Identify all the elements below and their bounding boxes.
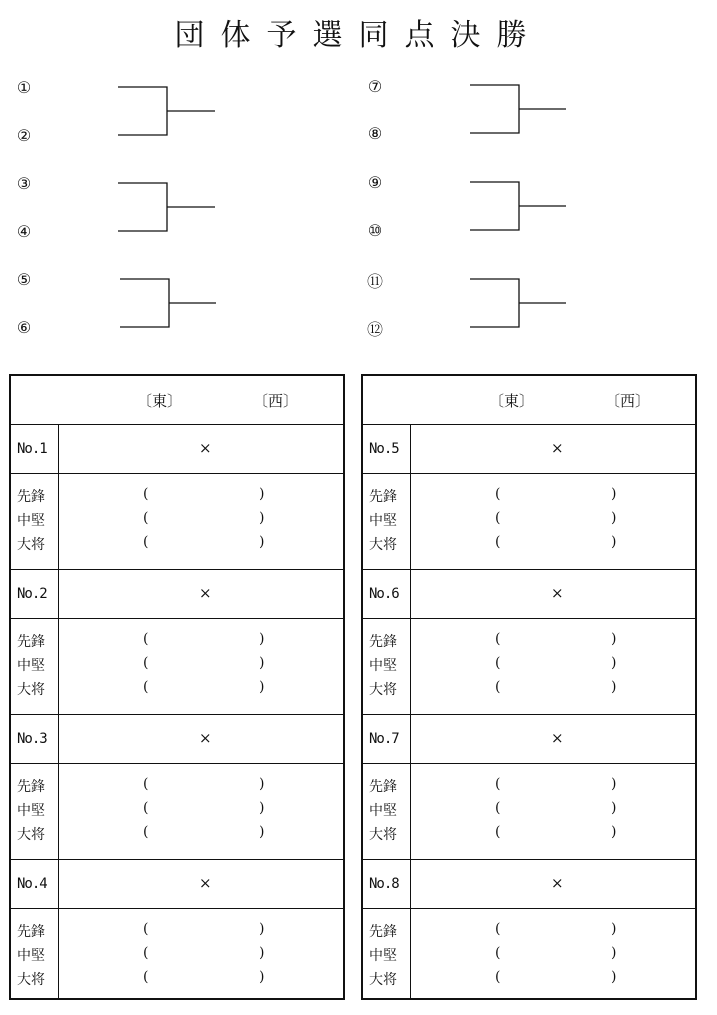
position-label: 中堅 bbox=[17, 513, 45, 529]
close-paren: ) bbox=[259, 776, 265, 792]
close-paren: ) bbox=[611, 945, 617, 961]
match-number: No.6 bbox=[369, 586, 399, 602]
close-paren: ) bbox=[259, 969, 265, 985]
close-paren: ) bbox=[259, 631, 265, 647]
open-paren: ( bbox=[143, 776, 149, 792]
match-number: No.4 bbox=[17, 876, 47, 892]
match-number: No.8 bbox=[369, 876, 399, 892]
close-paren: ) bbox=[259, 921, 265, 937]
bracket-9-10 bbox=[470, 182, 566, 230]
player-block bbox=[363, 909, 695, 1004]
bracket-7-8 bbox=[470, 85, 566, 133]
seed-3: ③ bbox=[16, 174, 32, 193]
position-label: 大将 bbox=[17, 972, 45, 988]
match-table-right bbox=[361, 374, 697, 1000]
open-paren: ( bbox=[495, 969, 501, 985]
page-title: 団体予選同点決勝 bbox=[174, 18, 543, 53]
position-label: 先鋒 bbox=[369, 489, 397, 505]
open-paren: ( bbox=[143, 921, 149, 937]
open-paren: ( bbox=[143, 631, 149, 647]
bracket-5-6 bbox=[120, 279, 216, 327]
close-paren: ) bbox=[259, 800, 265, 816]
position-label: 大将 bbox=[17, 537, 45, 553]
seed-9: ⑨ bbox=[367, 173, 383, 192]
match-number: No.1 bbox=[17, 441, 47, 457]
match-row bbox=[11, 425, 343, 474]
position-label: 先鋒 bbox=[17, 634, 45, 650]
position-label: 大将 bbox=[369, 972, 397, 988]
seed-11: ⑪ bbox=[366, 272, 383, 291]
position-label: 中堅 bbox=[369, 658, 397, 674]
seed-2: ② bbox=[16, 126, 32, 145]
match-row bbox=[363, 425, 695, 474]
open-paren: ( bbox=[143, 486, 149, 502]
seed-8: ⑧ bbox=[367, 124, 383, 143]
position-label: 大将 bbox=[369, 827, 397, 843]
east-label: 〔東〕 bbox=[489, 392, 535, 410]
close-paren: ) bbox=[611, 486, 617, 502]
close-paren: ) bbox=[259, 655, 265, 671]
vs-mark: × bbox=[199, 439, 212, 457]
seed-10: ⑩ bbox=[367, 221, 383, 240]
match-row bbox=[11, 860, 343, 909]
match-row bbox=[11, 570, 343, 619]
vs-mark: × bbox=[551, 874, 564, 892]
close-paren: ) bbox=[259, 510, 265, 526]
close-paren: ) bbox=[611, 631, 617, 647]
match-row bbox=[363, 715, 695, 764]
match-row bbox=[363, 860, 695, 909]
tournament-brackets bbox=[0, 0, 717, 350]
position-label: 中堅 bbox=[17, 948, 45, 964]
seed-6: ⑥ bbox=[16, 318, 32, 337]
open-paren: ( bbox=[495, 800, 501, 816]
position-label: 中堅 bbox=[17, 658, 45, 674]
seed-12: ⑫ bbox=[366, 320, 383, 339]
player-block bbox=[363, 764, 695, 860]
vs-mark: × bbox=[199, 584, 212, 602]
bracket-11-12 bbox=[470, 279, 566, 327]
close-paren: ) bbox=[611, 969, 617, 985]
position-label: 先鋒 bbox=[369, 779, 397, 795]
position-label: 先鋒 bbox=[369, 634, 397, 650]
open-paren: ( bbox=[495, 486, 501, 502]
west-label: 〔西〕 bbox=[605, 392, 651, 410]
vs-mark: × bbox=[199, 729, 212, 747]
open-paren: ( bbox=[143, 534, 149, 550]
open-paren: ( bbox=[143, 969, 149, 985]
close-paren: ) bbox=[611, 510, 617, 526]
close-paren: ) bbox=[611, 776, 617, 792]
open-paren: ( bbox=[495, 679, 501, 695]
close-paren: ) bbox=[611, 679, 617, 695]
seed-7: ⑦ bbox=[367, 77, 383, 96]
match-row bbox=[363, 570, 695, 619]
close-paren: ) bbox=[611, 800, 617, 816]
player-block bbox=[11, 474, 343, 570]
table-header bbox=[11, 376, 343, 425]
player-block bbox=[11, 764, 343, 860]
vs-mark: × bbox=[551, 584, 564, 602]
position-label: 先鋒 bbox=[17, 779, 45, 795]
open-paren: ( bbox=[495, 631, 501, 647]
open-paren: ( bbox=[495, 921, 501, 937]
open-paren: ( bbox=[495, 510, 501, 526]
position-label: 中堅 bbox=[369, 948, 397, 964]
close-paren: ) bbox=[611, 655, 617, 671]
open-paren: ( bbox=[143, 824, 149, 840]
open-paren: ( bbox=[495, 655, 501, 671]
player-block bbox=[11, 619, 343, 715]
east-label: 〔東〕 bbox=[137, 392, 183, 410]
open-paren: ( bbox=[143, 945, 149, 961]
position-label: 先鋒 bbox=[17, 489, 45, 505]
position-label: 中堅 bbox=[369, 513, 397, 529]
close-paren: ) bbox=[259, 679, 265, 695]
position-label: 先鋒 bbox=[369, 924, 397, 940]
open-paren: ( bbox=[495, 534, 501, 550]
close-paren: ) bbox=[611, 534, 617, 550]
open-paren: ( bbox=[143, 510, 149, 526]
west-label: 〔西〕 bbox=[253, 392, 299, 410]
position-label: 大将 bbox=[369, 537, 397, 553]
open-paren: ( bbox=[143, 655, 149, 671]
match-number: No.5 bbox=[369, 441, 399, 457]
bracket-3-4 bbox=[118, 183, 215, 231]
position-label: 中堅 bbox=[369, 803, 397, 819]
close-paren: ) bbox=[259, 534, 265, 550]
match-number: No.3 bbox=[17, 731, 47, 747]
close-paren: ) bbox=[259, 486, 265, 502]
open-paren: ( bbox=[143, 679, 149, 695]
table-header bbox=[363, 376, 695, 425]
close-paren: ) bbox=[611, 921, 617, 937]
player-block bbox=[363, 619, 695, 715]
seed-4: ④ bbox=[16, 222, 32, 241]
vs-mark: × bbox=[199, 874, 212, 892]
seed-5: ⑤ bbox=[16, 270, 32, 289]
seed-1: ① bbox=[16, 78, 32, 97]
position-label: 先鋒 bbox=[17, 924, 45, 940]
bracket-1-2 bbox=[118, 87, 215, 135]
open-paren: ( bbox=[495, 824, 501, 840]
open-paren: ( bbox=[495, 776, 501, 792]
player-block bbox=[363, 474, 695, 570]
match-row bbox=[11, 715, 343, 764]
position-label: 大将 bbox=[369, 682, 397, 698]
position-label: 中堅 bbox=[17, 803, 45, 819]
position-label: 大将 bbox=[17, 827, 45, 843]
match-number: No.2 bbox=[17, 586, 47, 602]
close-paren: ) bbox=[611, 824, 617, 840]
position-label: 大将 bbox=[17, 682, 45, 698]
close-paren: ) bbox=[259, 945, 265, 961]
player-block bbox=[11, 909, 343, 1004]
vs-mark: × bbox=[551, 439, 564, 457]
vs-mark: × bbox=[551, 729, 564, 747]
open-paren: ( bbox=[143, 800, 149, 816]
match-number: No.7 bbox=[369, 731, 399, 747]
open-paren: ( bbox=[495, 945, 501, 961]
match-table-left bbox=[9, 374, 345, 1000]
close-paren: ) bbox=[259, 824, 265, 840]
